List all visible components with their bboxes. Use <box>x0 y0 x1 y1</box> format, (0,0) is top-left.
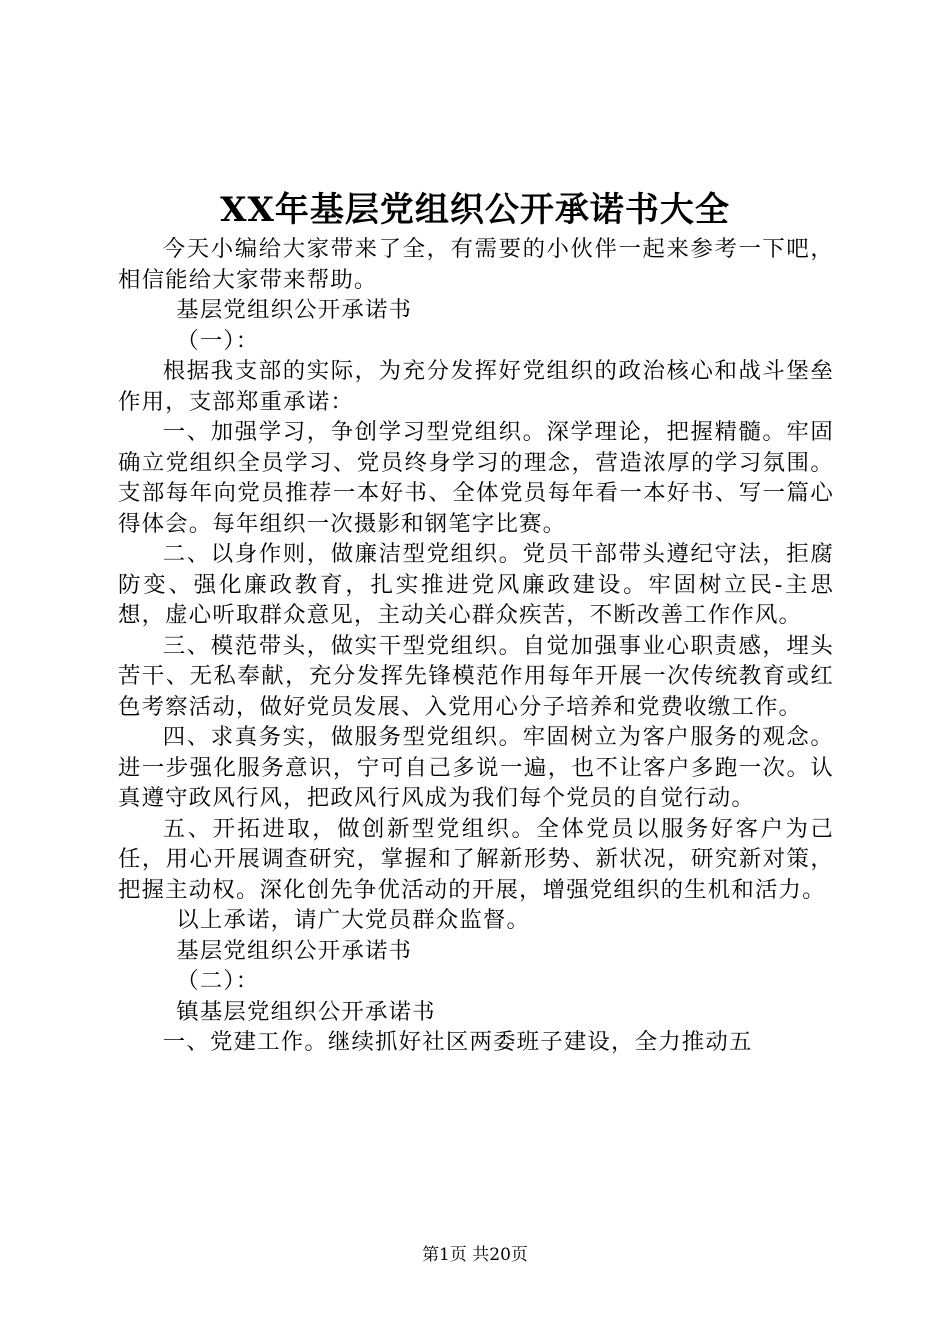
intro-paragraph: 今天小编给大家带来了全，有需要的小伙伴一起来参考一下吧，相信能给大家带来帮助。 <box>118 236 834 293</box>
document-title: XX年基层党组织公开承诺书大全 <box>220 190 730 230</box>
document-body <box>118 234 834 1058</box>
section2-subtitle: 镇基层党组织公开承诺书 <box>176 998 436 1025</box>
section2-heading: 基层党组织公开承诺书 <box>176 937 413 964</box>
commitment-item-4: 四、求真务实，做服务型党组织。牢固树立为客户服务的观念。进一步强化服务意识，宁可自己多说一遍，也不让客户多跑一次。认真遵守政风行风，把政风行风成为我们每个党员的自觉行动。 <box>118 724 834 811</box>
section1-closing: 以上承诺，请广大党员群众监督。 <box>176 907 531 933</box>
page-footer: 第1页 共20页 <box>422 1245 528 1265</box>
section1-heading: 基层党组织公开承诺书 <box>176 297 413 323</box>
commitment-item-3: 三、模范带头，做实干型党组织。自觉加强事业心职责感，埋头苦干、无私奉献，充分发挥先锋模范作用每年开展一次传统教育或红色考察活动，做好党员发展、入党用心分子培养和党费收缴工作。 <box>118 632 834 720</box>
section2-item-1: 一、党建工作。继续抓好社区两委班子建设，全力推动五 <box>162 1029 753 1055</box>
commitment-item-2: 二、以身作则，做廉洁型党组织。党员干部带头遵纪守法，拒腐防变、强化廉政教育，扎实推进党风廉政建设。牢固树立民-主思想，虚心听取群众意见，主动关心群众疾苦，不断改善工作作风。 <box>118 541 834 628</box>
section1-number: （一）： <box>176 327 260 354</box>
commitment-item-5: 五、开拓进取，做创新型党组织。全体党员以服务好客户为己任，用心开展调查研究，掌握和了解新形势、新状况，研究新对策，把握主动权。深化创先争优活动的开展，增强党组织的生机和活力。 <box>118 815 834 903</box>
section2-number: （二）： <box>176 968 260 994</box>
section1-lead: 根据我支部的实际，为充分发挥好党组织的政治核心和战斗堡垒作用，支部郑重承诺： <box>118 358 834 415</box>
commitment-item-1: 一、加强学习，争创学习型党组织。深学理论，把握精髓。牢固确立党组织全员学习、党员终身学习的理念，营造浓厚的学习氛围。支部每年向党员推荐一本好书、全体党员每年看一本好书、写一篇心得体会。每年组织一次摄影和钢笔字比赛。 <box>118 419 834 537</box>
